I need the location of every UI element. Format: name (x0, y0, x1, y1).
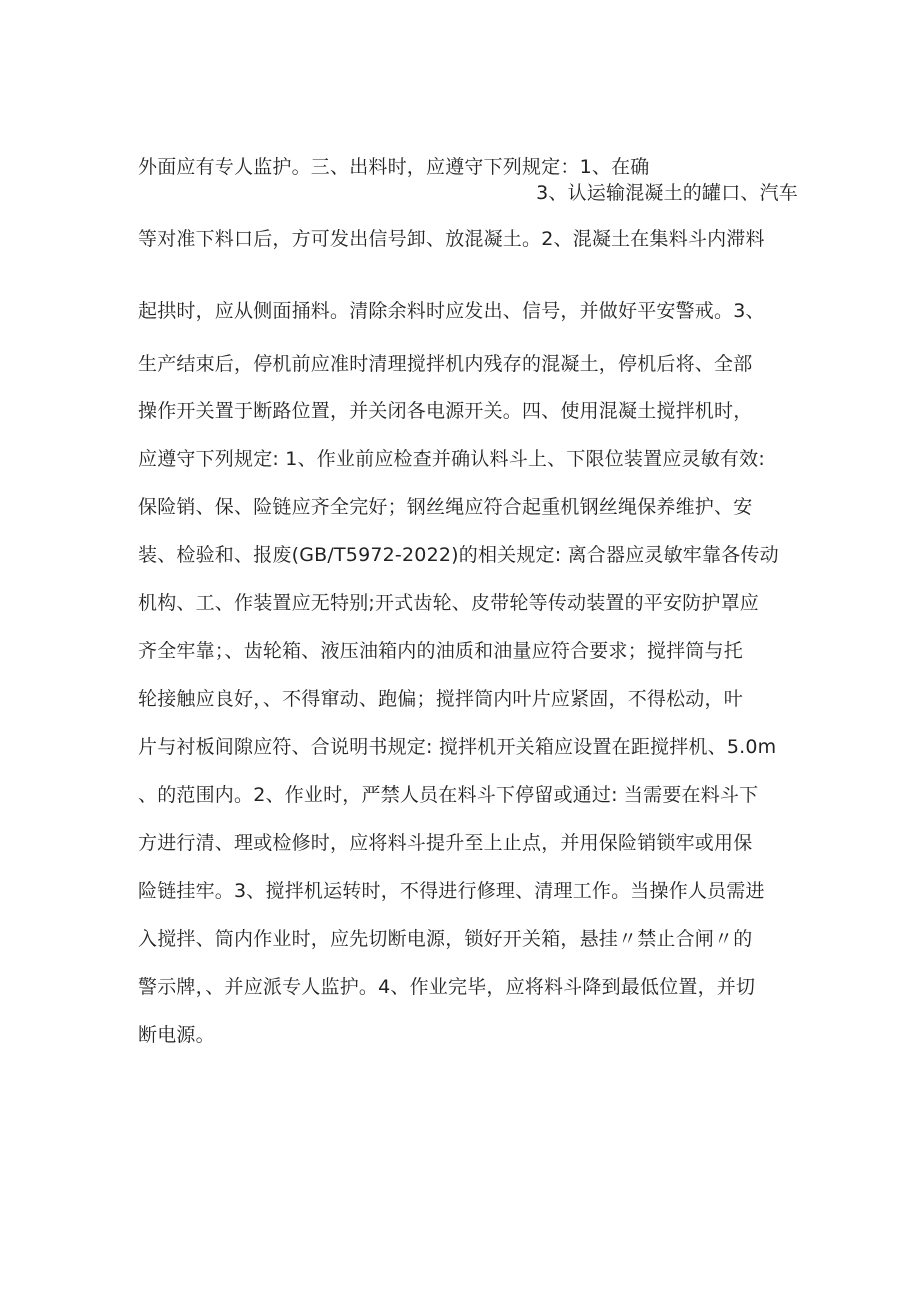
text-line: 警示牌，、并应派专人监护。4、作业完毕，应将料斗降到最低位置，并切 (138, 976, 756, 998)
text-line: 齐全牢靠；、齿轮箱、液压油箱内的油质和油量应符合要求；搅拌筒与托 (138, 640, 743, 662)
text-line: 装、检验和、报废(GB/T5972-2022)的相关规定: 离合器应灵敏牢靠各传动 (138, 544, 779, 566)
text-line: 方进行清、理或检修时，应将料斗提升至上止点，并用保险销锁牢或用保 (138, 832, 753, 854)
text-line: 险链挂牢。3、搅拌机运转时，不得进行修理、清理工作。当操作人员需进 (138, 880, 765, 902)
text-line: 生产结束后，停机前应准时清理搅拌机内残存的混凝土，停机后将、全部 (138, 353, 753, 375)
text-line: 入搅拌、筒内作业时，应先切断电源，锁好开关箱，悬挂〃禁止合闸〃的 (138, 928, 753, 950)
text-line: 断电源。 (138, 1024, 215, 1046)
text-line: 片与衬板间隙应符、合说明书规定: 搅拌机开关箱应设置在距搅拌机、5.0m (138, 736, 777, 758)
text-line: 操作开关置于断路位置，并关闭各电源开关。四、使用混凝土搅拌机时， (138, 400, 753, 422)
text-line: 外面应有专人监护。三、出料时，应遵守下列规定：1、在确 (138, 156, 650, 178)
text-line: 3、认运输混凝土的罐口、汽车 (536, 182, 798, 204)
text-line: 机构、工、作装置应无特别;开式齿轮、皮带轮等传动装置的平安防护罩应 (138, 592, 760, 614)
text-line: 保险销、保、险链应齐全完好；钢丝绳应符合起重机钢丝绳保养维护、安 (138, 496, 753, 518)
text-line: 起拱时，应从侧面捅料。清除余料时应发出、信号，并做好平安警戒。3、 (138, 300, 765, 322)
text-line: 等对准下料口后，方可发出信号卸、放混凝土。2、混凝土在集料斗内滞料 (138, 228, 765, 250)
text-line: 、的范围内。2、作业时，严禁人员在料斗下停留或通过: 当需要在料斗下 (138, 784, 759, 806)
text-line: 应遵守下列规定: 1、作业前应检查并确认料斗上、下限位装置应灵敏有效: (138, 448, 765, 470)
text-line: 轮接触应良好，、不得窜动、跑偏；搅拌筒内叶片应紧固，不得松动，叶 (138, 688, 743, 710)
